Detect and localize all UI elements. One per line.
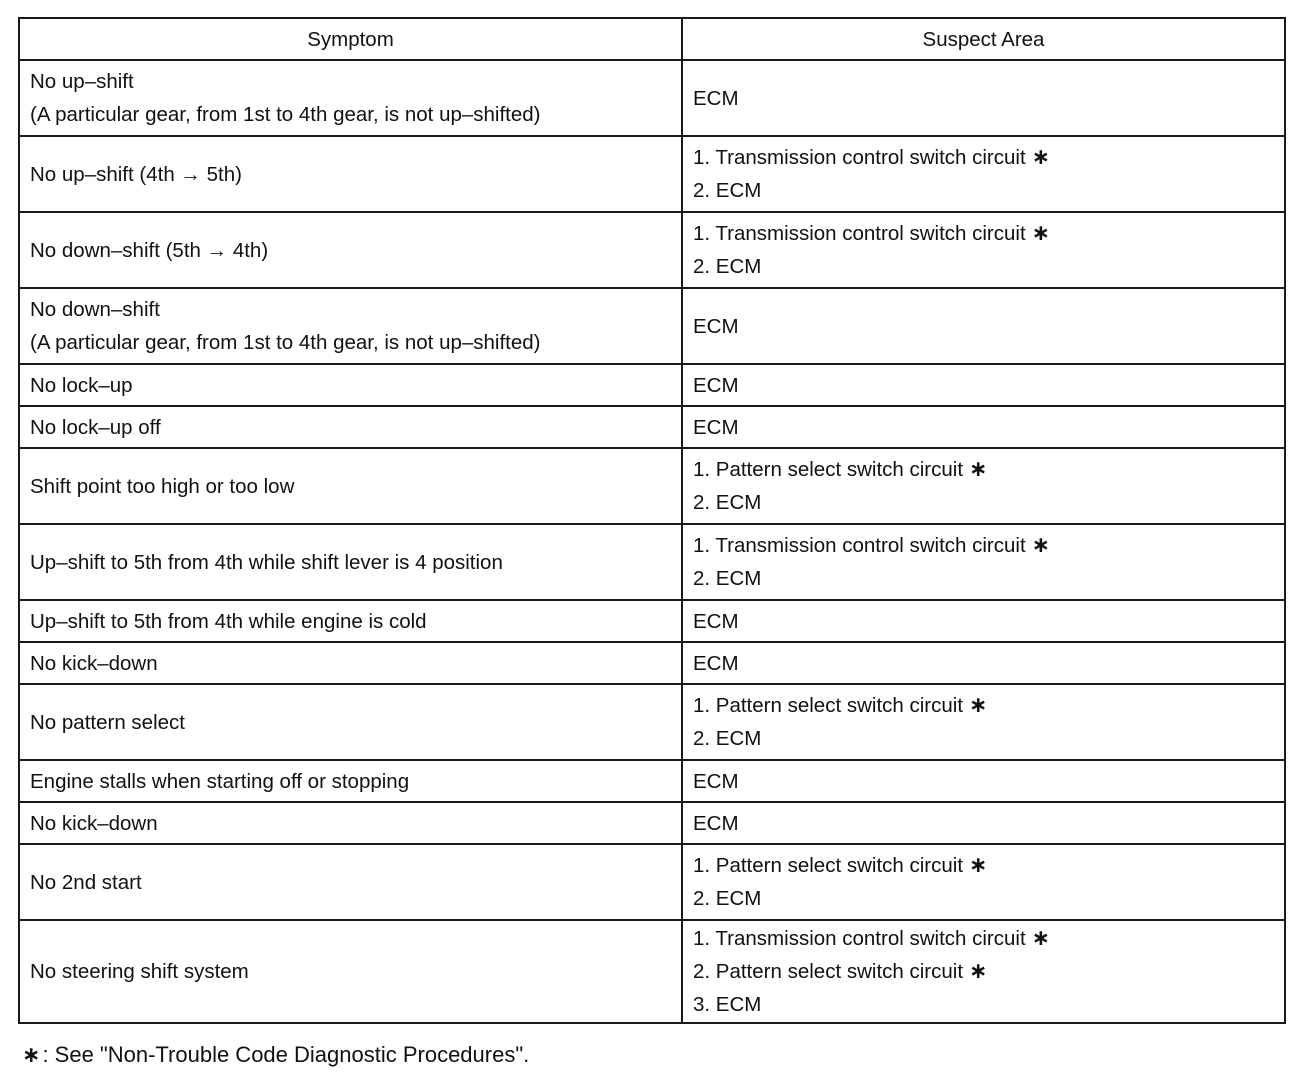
symptom-text: (A particular gear, from 1st to 4th gear, is not up–shifted) — [30, 331, 541, 354]
suspect-area-text: 2. ECM — [693, 255, 762, 278]
suspect-area-cell — [682, 364, 1285, 406]
symptom-text: No up–shift (4th → 5th) — [30, 162, 242, 186]
suspect-area-item — [693, 807, 1274, 840]
symptom-text: No pattern select — [30, 710, 185, 734]
suspect-area-item — [693, 369, 1274, 402]
symptom-text: No kick–down — [30, 811, 158, 835]
suspect-area-item — [693, 955, 1274, 988]
symptom-cell — [19, 802, 682, 844]
symptom-text: No down–shift (5th → 4th) — [30, 238, 269, 262]
suspect-area-item — [693, 562, 1274, 595]
suspect-area-text: ECM — [693, 314, 739, 338]
table-body — [19, 60, 1285, 1023]
suspect-area-item — [693, 82, 1274, 115]
suspect-area-text: 1. Pattern select switch circuit — [693, 694, 964, 717]
symptom-text: Up–shift to 5th from 4th while shift lever is 4 position — [30, 550, 503, 574]
suspect-area-cell — [682, 920, 1285, 1023]
suspect-area-item — [693, 411, 1274, 444]
suspect-area-item — [693, 647, 1274, 680]
table-row — [19, 844, 1285, 920]
suspect-area-text: 1. Pattern select switch circuit — [693, 458, 964, 481]
symptom-text: (A particular gear, from 1st to 4th gear, is not up–shifted) — [30, 103, 541, 126]
suspect-area-text: ECM — [693, 415, 739, 439]
table-row — [19, 364, 1285, 406]
table-row — [19, 600, 1285, 642]
asterisk-icon: ∗ — [969, 693, 988, 718]
symptom-text: No lock–up — [30, 373, 133, 397]
suspect-area-column-header: Suspect Area — [682, 18, 1285, 60]
suspect-area-item — [693, 765, 1274, 798]
suspect-area-cell — [682, 212, 1285, 288]
asterisk-icon: ∗ — [22, 1043, 41, 1068]
suspect-area-item — [693, 174, 1274, 207]
asterisk-icon: ∗ — [1031, 533, 1051, 558]
asterisk-icon: ∗ — [1031, 926, 1051, 951]
suspect-area-text: 1. Transmission control switch circuit — [693, 222, 1026, 245]
symptom-text: No up–shift — [30, 70, 134, 93]
suspect-area-item — [693, 882, 1274, 915]
suspect-area-cell — [682, 600, 1285, 642]
asterisk-icon: ∗ — [969, 959, 988, 984]
symptom-text: Up–shift to 5th from 4th while engine is cold — [30, 609, 427, 633]
suspect-area-text: 2. ECM — [693, 887, 762, 910]
suspect-area-item — [693, 453, 1274, 486]
suspect-area-item — [693, 217, 1274, 250]
symptom-cell — [19, 60, 682, 136]
asterisk-icon: ∗ — [969, 457, 988, 482]
symptom-text: No kick–down — [30, 651, 158, 675]
table-row — [19, 448, 1285, 524]
suspect-area-item — [693, 486, 1274, 519]
symptom-cell — [19, 844, 682, 920]
suspect-area-text: 1. Transmission control switch circuit — [693, 146, 1026, 169]
table-row — [19, 60, 1285, 136]
table-row — [19, 524, 1285, 600]
suspect-area-text: 3. ECM — [693, 993, 762, 1016]
suspect-area-cell — [682, 60, 1285, 136]
suspect-area-item — [693, 250, 1274, 283]
symptom-cell — [19, 760, 682, 802]
suspect-area-item — [693, 605, 1274, 638]
symptom-cell — [19, 406, 682, 448]
table-row — [19, 684, 1285, 760]
suspect-area-item — [693, 849, 1274, 882]
table-row — [19, 760, 1285, 802]
symptom-text: Engine stalls when starting off or stopping — [30, 769, 410, 793]
symptom-cell — [19, 524, 682, 600]
suspect-area-text: ECM — [693, 651, 739, 675]
suspect-area-cell — [682, 642, 1285, 684]
suspect-area-cell — [682, 136, 1285, 212]
suspect-area-text: 1. Transmission control switch circuit — [693, 927, 1026, 950]
symptom-cell — [19, 448, 682, 524]
symptom-cell — [19, 642, 682, 684]
suspect-area-item — [693, 141, 1274, 174]
suspect-area-item — [693, 922, 1274, 955]
table-row — [19, 642, 1285, 684]
suspect-area-cell — [682, 802, 1285, 844]
symptom-text: No 2nd start — [30, 870, 142, 894]
symptom-cell — [19, 212, 682, 288]
table-row — [19, 288, 1285, 364]
suspect-area-cell — [682, 760, 1285, 802]
suspect-area-cell — [682, 684, 1285, 760]
symptom-cell — [19, 288, 682, 364]
suspect-area-cell — [682, 844, 1285, 920]
symptom-cell — [19, 136, 682, 212]
suspect-area-text: 1. Transmission control switch circuit — [693, 534, 1026, 557]
suspect-area-text: ECM — [693, 811, 739, 835]
footnote — [22, 1042, 529, 1068]
suspect-area-item — [693, 722, 1274, 755]
suspect-area-item — [693, 689, 1274, 722]
suspect-area-cell — [682, 288, 1285, 364]
suspect-area-cell — [682, 524, 1285, 600]
suspect-area-text: 2. ECM — [693, 727, 762, 750]
symptom-text: No lock–up off — [30, 415, 161, 439]
suspect-area-text: 2. Pattern select switch circuit — [693, 960, 964, 983]
footnote-text: : See "Non-Trouble Code Diagnostic Procedures". — [42, 1042, 530, 1067]
suspect-area-text: ECM — [693, 769, 739, 793]
table-row — [19, 212, 1285, 288]
table-row — [19, 136, 1285, 212]
symptom-text: No steering shift system — [30, 960, 249, 983]
symptom-text: No down–shift — [30, 298, 160, 321]
suspect-area-cell — [682, 406, 1285, 448]
symptom-text: Shift point too high or too low — [30, 474, 295, 498]
suspect-area-text: ECM — [693, 373, 739, 397]
suspect-area-item — [693, 529, 1274, 562]
symptom-cell — [19, 920, 682, 1023]
table-header-row — [19, 18, 1285, 60]
suspect-area-text: 2. ECM — [693, 179, 762, 202]
asterisk-icon: ∗ — [969, 853, 988, 878]
asterisk-icon: ∗ — [1031, 145, 1051, 170]
table-row — [19, 406, 1285, 448]
diagnostic-table — [18, 17, 1286, 1024]
suspect-area-text: ECM — [693, 86, 739, 110]
table-row — [19, 802, 1285, 844]
asterisk-icon: ∗ — [1031, 221, 1051, 246]
suspect-area-text: 1. Pattern select switch circuit — [693, 854, 964, 877]
symptom-column-header: Symptom — [19, 18, 682, 60]
suspect-area-cell — [682, 448, 1285, 524]
table-row — [19, 920, 1285, 1023]
suspect-area-item — [693, 988, 1274, 1021]
suspect-area-text: 2. ECM — [693, 567, 762, 590]
symptom-cell — [19, 364, 682, 406]
suspect-area-text: ECM — [693, 609, 739, 633]
suspect-area-item — [693, 310, 1274, 343]
suspect-area-text: 2. ECM — [693, 491, 762, 514]
symptom-cell — [19, 684, 682, 760]
symptom-cell — [19, 600, 682, 642]
